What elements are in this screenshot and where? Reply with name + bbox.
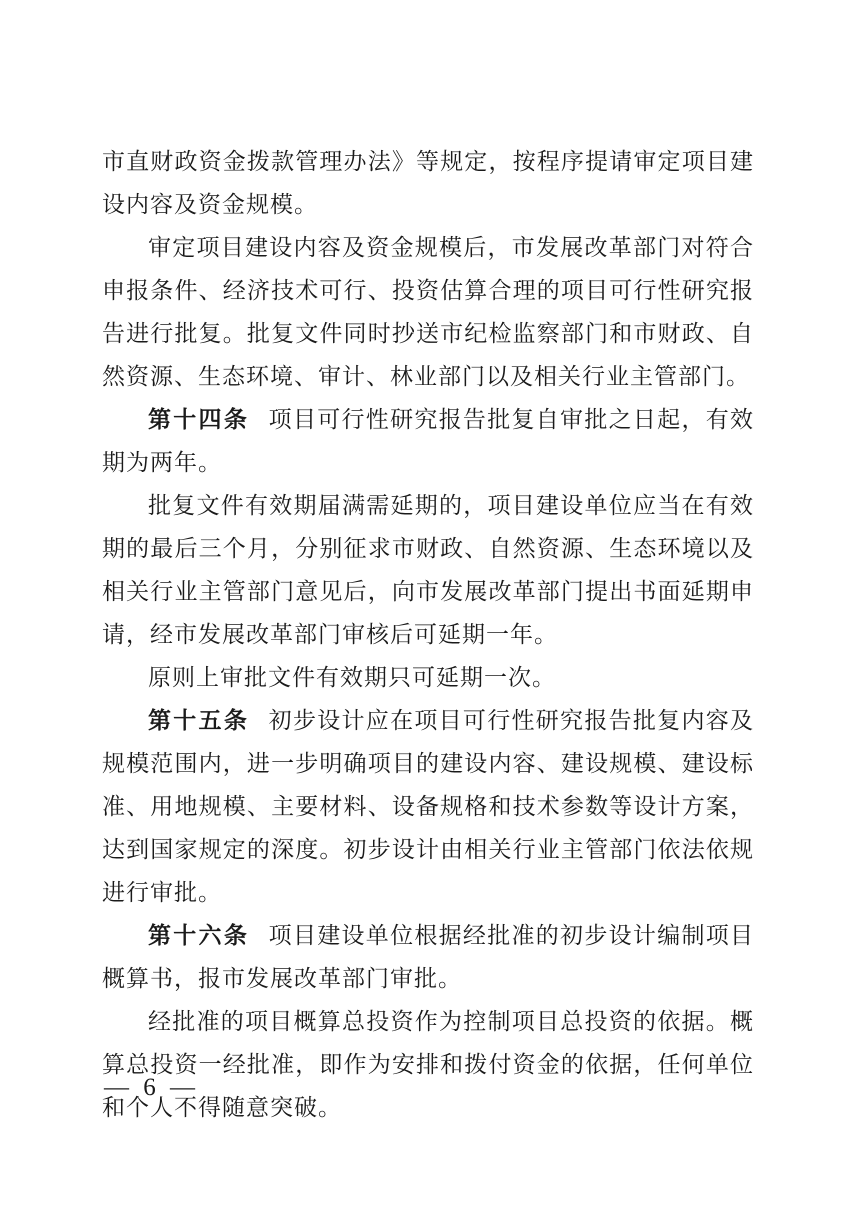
paragraph-continuation xyxy=(102,140,754,226)
paragraph xyxy=(102,226,754,398)
text-block xyxy=(102,140,754,1129)
paragraph xyxy=(102,1000,754,1129)
article-heading: 第十六条 xyxy=(148,922,250,948)
page-number: — 6 — xyxy=(104,1074,199,1101)
paragraph-text: 市直财政资金拨款管理办法》等规定，按程序提请审定项目建设内容及资金规模。 xyxy=(102,149,754,217)
paragraph-article-15 xyxy=(102,699,754,914)
paragraph-text: 经批准的项目概算总投资作为控制项目总投资的依据。概算总投资一经批准，即作为安排和拨付资金的依据，任何单位和个人不得随意突破。 xyxy=(102,1009,754,1120)
paragraph-article-14 xyxy=(102,398,754,484)
paragraph-text: 原则上审批文件有效期只可延期一次。 xyxy=(148,665,556,690)
paragraph-text: 初步设计应在项目可行性研究报告批复内容及规模范围内，进一步明确项目的建设内容、建设规模、建设标准、用地规模、主要材料、设备规格和技术参数等设计方案，达到国家规定的深度。初步设计由相关行业主管部门依法依规进行审批。 xyxy=(102,708,755,905)
paragraph xyxy=(102,484,754,656)
paragraph-text: 项目建设单位根据经批准的初步设计编制项目概算书，报市发展改革部门审批。 xyxy=(102,923,755,991)
paragraph-article-16 xyxy=(102,914,754,1000)
paragraph-text: 批复文件有效期届满需延期的，项目建设单位应当在有效期的最后三个月，分别征求市财政、自然资源、生态环境以及相关行业主管部门意见后，向市发展改革部门提出书面延期申请，经市发展改革部门审核后可延期一年。 xyxy=(102,493,754,647)
article-heading: 第十五条 xyxy=(148,707,250,733)
paragraph xyxy=(102,656,754,699)
paragraph-text: 项目可行性研究报告批复自审批之日起，有效期为两年。 xyxy=(102,407,755,475)
article-heading: 第十四条 xyxy=(148,406,250,432)
paragraph-text: 审定项目建设内容及资金规模后，市发展改革部门对符合申报条件、经济技术可行、投资估算合理的项目可行性研究报告进行批复。批复文件同时抄送市纪检监察部门和市财政、自然资源、生态环境、审计、林业部门以及相关行业主管部门。 xyxy=(102,235,754,389)
